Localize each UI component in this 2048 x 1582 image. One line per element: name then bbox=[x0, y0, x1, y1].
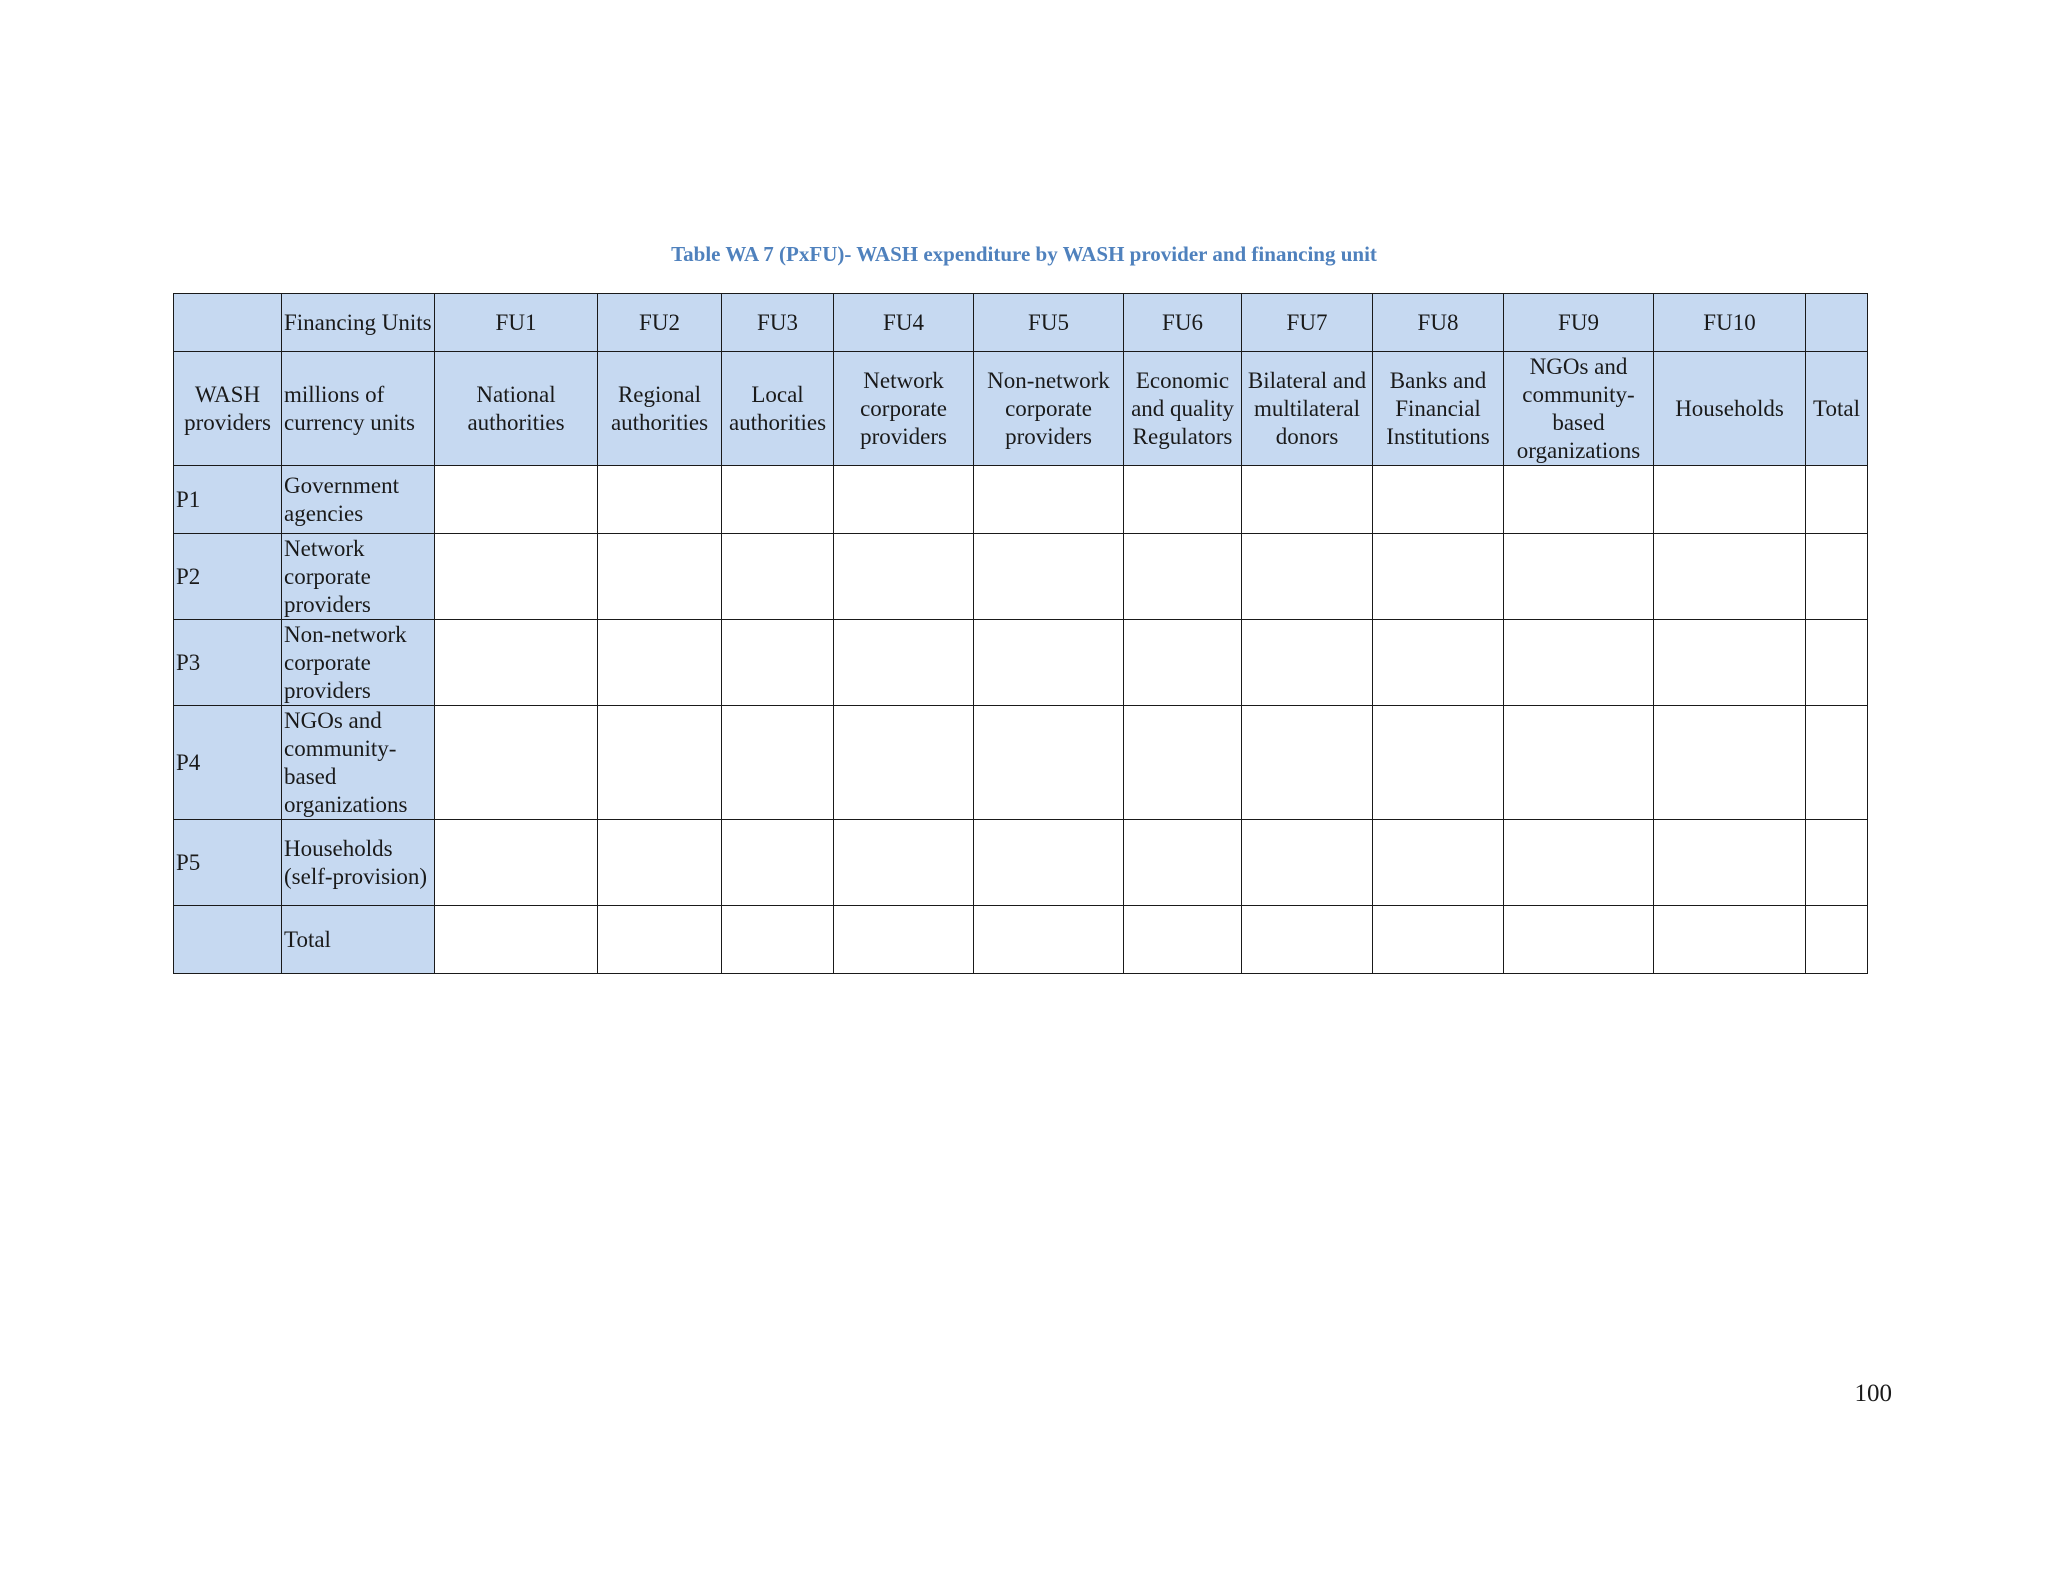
fu-name-cell: Bilateral and multilateral donors bbox=[1242, 352, 1373, 466]
data-cell bbox=[974, 706, 1124, 820]
data-cell bbox=[598, 534, 722, 620]
data-cell bbox=[974, 534, 1124, 620]
data-cell bbox=[1124, 466, 1242, 534]
data-cell bbox=[1242, 906, 1373, 974]
data-cell bbox=[1806, 620, 1868, 706]
page-number: 100 bbox=[1854, 1380, 1892, 1407]
data-cell bbox=[435, 706, 598, 820]
data-cell bbox=[435, 620, 598, 706]
data-cell bbox=[598, 820, 722, 906]
data-cell bbox=[1242, 466, 1373, 534]
data-cell bbox=[1504, 534, 1654, 620]
row-name-cell: Total bbox=[282, 906, 435, 974]
data-cell bbox=[1654, 906, 1806, 974]
data-cell bbox=[1654, 466, 1806, 534]
table-row-p5 bbox=[174, 820, 1868, 906]
data-cell bbox=[834, 620, 974, 706]
data-cell bbox=[1806, 706, 1868, 820]
data-cell bbox=[1504, 706, 1654, 820]
data-cell bbox=[1373, 906, 1504, 974]
fu-name-cell: Network corporate providers bbox=[834, 352, 974, 466]
fu-name-cell: National authorities bbox=[435, 352, 598, 466]
data-cell bbox=[1242, 534, 1373, 620]
data-cell bbox=[722, 534, 834, 620]
unit-label: millions of currency units bbox=[282, 352, 435, 466]
data-cell bbox=[435, 534, 598, 620]
row-code-cell: P5 bbox=[174, 820, 282, 906]
table-title: Table WA 7 (PxFU)- WASH expenditure by WASH provider and financing unit bbox=[671, 242, 1377, 266]
wash-expenditure-table bbox=[173, 293, 1868, 974]
data-cell bbox=[974, 906, 1124, 974]
fu-code-cell: FU2 bbox=[598, 294, 722, 352]
data-cell bbox=[1124, 620, 1242, 706]
data-cell bbox=[1504, 620, 1654, 706]
fu-name-cell: Non-network corporate providers bbox=[974, 352, 1124, 466]
fu-code-cell: FU8 bbox=[1373, 294, 1504, 352]
row-code-cell: P1 bbox=[174, 466, 282, 534]
row-name-cell: Non-network corporate providers bbox=[282, 620, 435, 706]
data-cell bbox=[1806, 466, 1868, 534]
data-cell bbox=[1373, 466, 1504, 534]
fu-name-cell: Regional authorities bbox=[598, 352, 722, 466]
row-name-cell: Network corporate providers bbox=[282, 534, 435, 620]
fu-code-cell: FU10 bbox=[1654, 294, 1806, 352]
fu-name-cell: NGOs and community-based organizations bbox=[1504, 352, 1654, 466]
data-cell bbox=[1806, 820, 1868, 906]
data-cell bbox=[1242, 706, 1373, 820]
table-row-total bbox=[174, 906, 1868, 974]
data-cell bbox=[1504, 466, 1654, 534]
fu-name-cell: Households bbox=[1654, 352, 1806, 466]
fu-code-cell: FU4 bbox=[834, 294, 974, 352]
data-cell bbox=[435, 906, 598, 974]
data-cell bbox=[834, 820, 974, 906]
data-cell bbox=[834, 534, 974, 620]
data-cell bbox=[1124, 706, 1242, 820]
data-cell bbox=[974, 820, 1124, 906]
total-column-label: Total bbox=[1806, 352, 1868, 466]
total-code-cell bbox=[1806, 294, 1868, 352]
data-cell bbox=[1373, 706, 1504, 820]
data-cell bbox=[1373, 820, 1504, 906]
data-cell bbox=[1242, 620, 1373, 706]
data-cell bbox=[1124, 906, 1242, 974]
data-cell bbox=[1806, 906, 1868, 974]
data-cell bbox=[834, 706, 974, 820]
data-cell bbox=[834, 906, 974, 974]
row-code-cell bbox=[174, 906, 282, 974]
row-name-cell: NGOs and community-based organizations bbox=[282, 706, 435, 820]
table-row-p4 bbox=[174, 706, 1868, 820]
data-cell bbox=[722, 620, 834, 706]
data-cell bbox=[722, 706, 834, 820]
header-row-fu-codes bbox=[174, 294, 1868, 352]
table-row-p2 bbox=[174, 534, 1868, 620]
financing-units-label: Financing Units bbox=[282, 294, 435, 352]
data-cell bbox=[598, 466, 722, 534]
row-code-cell: P3 bbox=[174, 620, 282, 706]
data-cell bbox=[1124, 534, 1242, 620]
fu-code-cell: FU9 bbox=[1504, 294, 1654, 352]
data-cell bbox=[974, 620, 1124, 706]
corner-cell bbox=[174, 294, 282, 352]
data-cell bbox=[435, 466, 598, 534]
header-row-fu-names bbox=[174, 352, 1868, 466]
fu-code-cell: FU5 bbox=[974, 294, 1124, 352]
fu-code-cell: FU7 bbox=[1242, 294, 1373, 352]
data-cell bbox=[598, 620, 722, 706]
data-cell bbox=[1124, 820, 1242, 906]
data-cell bbox=[722, 820, 834, 906]
row-name-cell: Households (self-provision) bbox=[282, 820, 435, 906]
table-row-p1 bbox=[174, 466, 1868, 534]
data-cell bbox=[834, 466, 974, 534]
data-cell bbox=[722, 466, 834, 534]
wash-providers-label: WASH providers bbox=[174, 352, 282, 466]
fu-code-cell: FU3 bbox=[722, 294, 834, 352]
data-cell bbox=[598, 706, 722, 820]
data-cell bbox=[435, 820, 598, 906]
data-cell bbox=[1654, 620, 1806, 706]
fu-name-cell: Economic and quality Regulators bbox=[1124, 352, 1242, 466]
data-cell bbox=[1504, 820, 1654, 906]
data-cell bbox=[1242, 820, 1373, 906]
data-cell bbox=[974, 466, 1124, 534]
data-cell bbox=[1654, 534, 1806, 620]
fu-name-cell: Banks and Financial Institutions bbox=[1373, 352, 1504, 466]
data-cell bbox=[1373, 620, 1504, 706]
row-code-cell: P2 bbox=[174, 534, 282, 620]
data-cell bbox=[1373, 534, 1504, 620]
fu-code-cell: FU6 bbox=[1124, 294, 1242, 352]
row-name-cell: Government agencies bbox=[282, 466, 435, 534]
data-cell bbox=[722, 906, 834, 974]
row-code-cell: P4 bbox=[174, 706, 282, 820]
data-cell bbox=[1806, 534, 1868, 620]
data-cell bbox=[598, 906, 722, 974]
fu-name-cell: Local authorities bbox=[722, 352, 834, 466]
data-cell bbox=[1654, 706, 1806, 820]
data-cell bbox=[1504, 906, 1654, 974]
fu-code-cell: FU1 bbox=[435, 294, 598, 352]
data-cell bbox=[1654, 820, 1806, 906]
table-row-p3 bbox=[174, 620, 1868, 706]
